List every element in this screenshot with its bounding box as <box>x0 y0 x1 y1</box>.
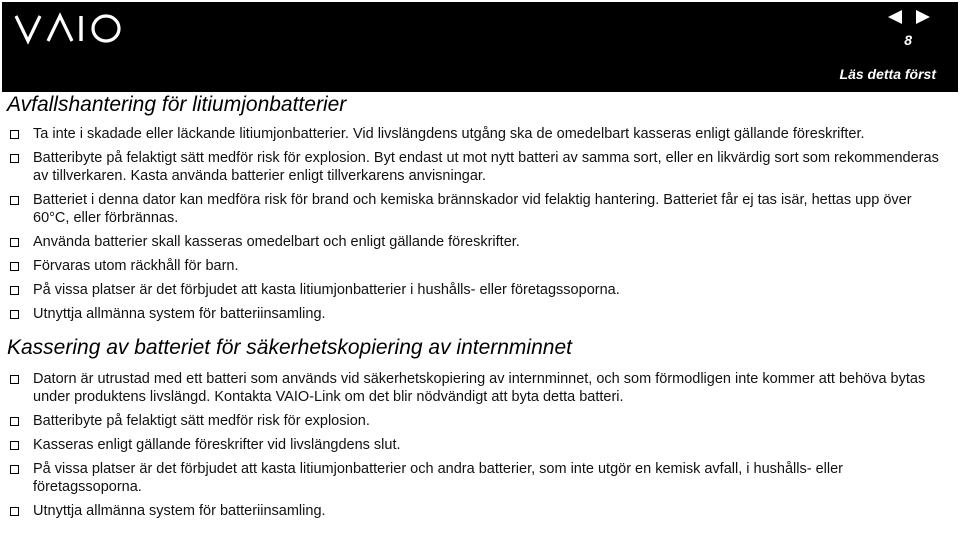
list-item: Ta inte i skadade eller läckande litiumjonbatterier. Vid livslängdens utgång ska de omedelbart kasseras enligt gällande föreskrifter. <box>7 125 942 143</box>
list-item: Använda batterier skall kasseras omedelbart och enligt gällande föreskrifter. <box>7 233 942 251</box>
arrow-right-icon[interactable] <box>916 10 930 24</box>
list-item: Utnyttja allmänna system för batteriinsamling. <box>7 305 942 323</box>
list-item: På vissa platser är det förbjudet att kasta litiumjonbatterier och andra batterier, som inte utgör en kemisk avfall, i hushålls- eller företagssoporna. <box>7 460 942 496</box>
checkbox-bullet-icon <box>10 441 19 450</box>
list-item: Batteribyte på felaktigt sätt medför risk för explosion. <box>7 412 942 430</box>
list-item: Förvaras utom räckhåll för barn. <box>7 257 942 275</box>
page-header <box>2 2 958 92</box>
checkbox-bullet-icon <box>10 375 19 384</box>
arrow-left-icon[interactable] <box>888 10 902 24</box>
list-item: Kasseras enligt gällande föreskrifter vid livslängdens slut. <box>7 436 942 454</box>
checkbox-bullet-icon <box>10 262 19 271</box>
checkbox-bullet-icon <box>10 130 19 139</box>
checkbox-bullet-icon <box>10 238 19 247</box>
bullet-list <box>7 370 942 520</box>
checkbox-bullet-icon <box>10 286 19 295</box>
document-body <box>7 93 942 526</box>
page-navigation <box>888 10 930 24</box>
section-link[interactable]: Läs detta först <box>839 66 936 82</box>
bullet-list <box>7 125 942 323</box>
list-item: Datorn är utrustad med ett batteri som används vid säkerhetskopiering av internminnet, och som förmodligen inte kommer att behöva bytas under produktens livslängd. Kontakta VAIO-Link om det blir nödvändigt att byta detta batteri. <box>7 370 942 406</box>
checkbox-bullet-icon <box>10 465 19 474</box>
list-item: Utnyttja allmänna system för batteriinsamling. <box>7 502 942 520</box>
list-item: Batteribyte på felaktigt sätt medför risk för explosion. Byt endast ut mot nytt batteri av samma sort, eller en likvärdig sort som rekommenderas av tillverkaren. Kasta använda batterier enligt tillverkarens anvisningar. <box>7 149 942 185</box>
checkbox-bullet-icon <box>10 417 19 426</box>
checkbox-bullet-icon <box>10 310 19 319</box>
section-heading: Avfallshantering för litiumjonbatterier <box>7 93 347 116</box>
page-number: 8 <box>904 32 912 48</box>
list-item: Batteriet i denna dator kan medföra risk för brand och kemiska brännskador vid felaktig hantering. Batteriet får ej tas isär, hettas upp över 60°C, eller förbrännas. <box>7 191 942 227</box>
list-item: På vissa platser är det förbjudet att kasta litiumjonbatterier i hushålls- eller företagssoporna. <box>7 281 942 299</box>
vaio-logo <box>14 12 124 46</box>
checkbox-bullet-icon <box>10 154 19 163</box>
checkbox-bullet-icon <box>10 196 19 205</box>
section-heading: Kassering av batteriet för säkerhetskopiering av internminnet <box>7 336 572 359</box>
checkbox-bullet-icon <box>10 507 19 516</box>
